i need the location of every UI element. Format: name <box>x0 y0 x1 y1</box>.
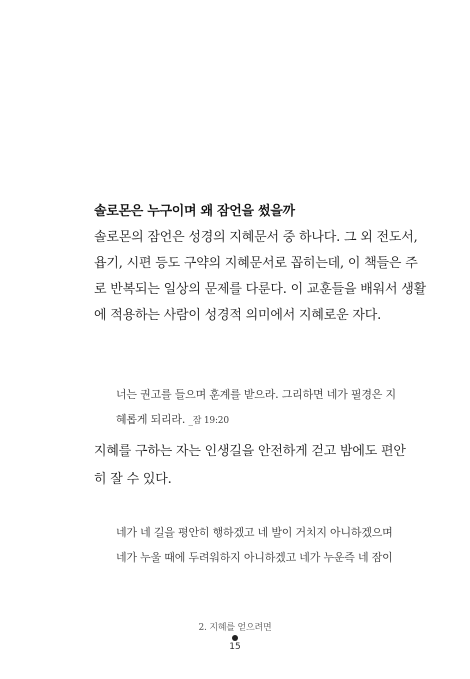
body-paragraph-2 <box>94 438 406 494</box>
body-paragraph-1 <box>94 225 426 329</box>
scripture-quote-1 <box>116 382 396 434</box>
section-heading: 솔로몬은 누구이며 왜 잠언을 썼을까 <box>94 204 295 219</box>
quote-line: 너는 권고를 들으며 훈계를 받으라. 그리하면 네가 필경은 지 <box>116 388 396 401</box>
paragraph-line: 지혜를 구하는 자는 인생길을 안전하게 걷고 밤에도 편안 <box>94 444 406 459</box>
quote-line: 네가 누울 때에 두려워하지 아니하겠고 네가 누운즉 네 잠이 <box>116 551 393 564</box>
scripture-quote-2 <box>116 520 396 570</box>
quote-line: 네가 네 길을 평안히 행하겠고 네 발이 거치지 아니하겠으며 <box>116 526 393 539</box>
quote-line-with-reference <box>116 407 396 434</box>
paragraph-line: 욥기, 시편 등도 구약의 지혜문서로 꼽히는데, 이 책들은 주 <box>94 256 418 271</box>
paragraph-line: 로 반복되는 일상의 문제를 다룬다. 이 교훈들을 배워서 생활 <box>94 282 426 297</box>
paragraph-line: 히 잘 수 있다. <box>94 472 172 487</box>
paragraph-line: 솔로몬의 잠언은 성경의 지혜문서 중 하나다. 그 외 전도서, <box>94 230 418 245</box>
running-footer-chapter-title: 2. 지혜를 얻으려면 <box>198 623 272 633</box>
scripture-reference: _잠 19:20 <box>188 416 229 426</box>
page-number: 15 <box>229 642 241 652</box>
quote-line: 혜롭게 되리라. <box>116 413 186 426</box>
paragraph-line: 에 적용하는 사람이 성경적 의미에서 지혜로운 자다. <box>94 308 382 323</box>
footer-dot-ornament <box>232 635 238 641</box>
